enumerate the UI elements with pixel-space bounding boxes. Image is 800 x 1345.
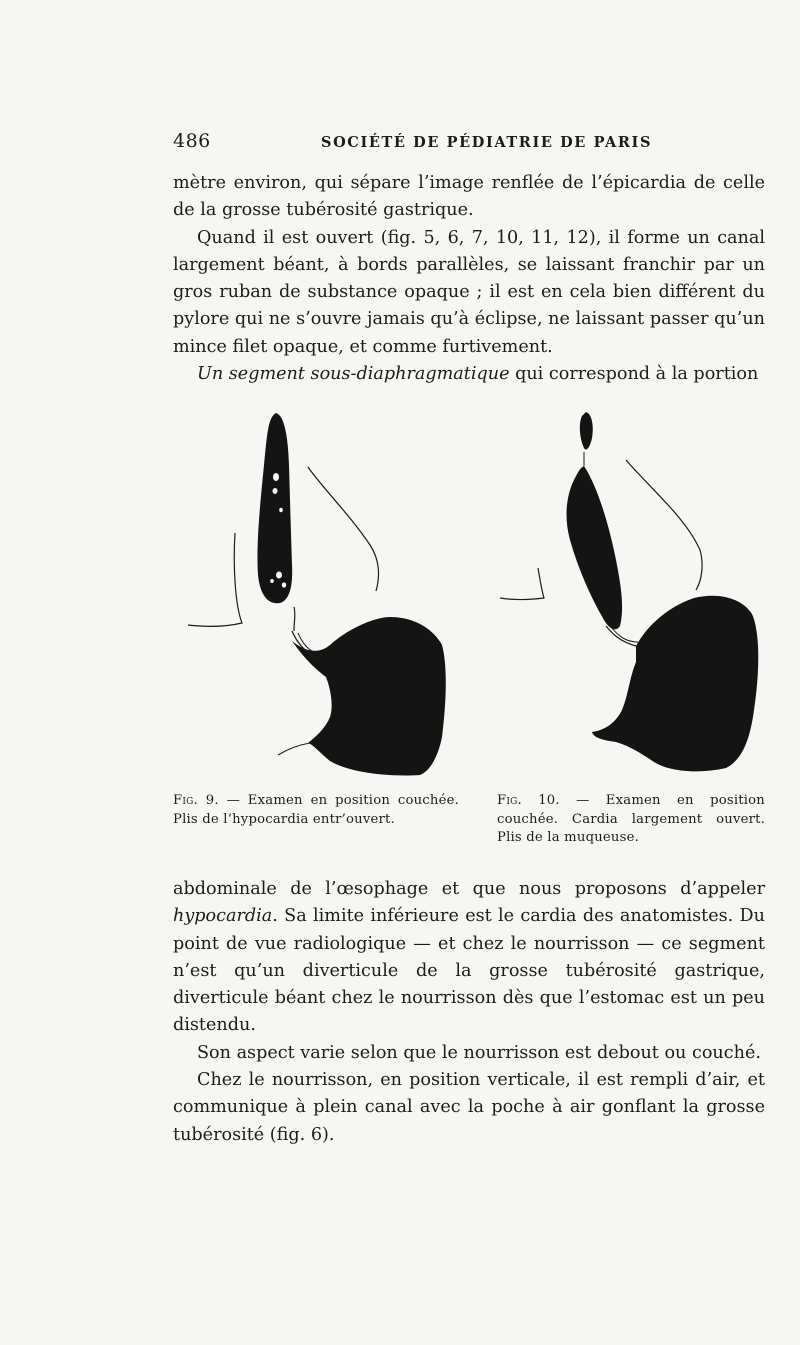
body-text-top (173, 170, 765, 388)
caption-text: — Examen en position couchée. Cardia largement ouvert. Plis de la muqueuse. (497, 793, 765, 845)
fig10-esophagus-shadow (567, 466, 623, 629)
fig9-bubble (273, 488, 278, 494)
figure-10-caption (497, 792, 765, 848)
figure-label: Fig. 9. (173, 793, 219, 808)
fig9-esophagus-shadow (257, 413, 292, 603)
fig9-outline-line (188, 533, 242, 626)
page-number: 486 (173, 130, 211, 152)
paragraph (173, 876, 765, 1040)
page-header (173, 130, 765, 160)
paragraph-text: abdominale de l’œsophage et que nous proposons d’appeler (173, 879, 765, 899)
paragraph: mètre environ, qui sépare l’image renflée de l’épicardia de celle de la grosse tubérosité gastrique. (173, 173, 765, 221)
italic-term: hypocardia (173, 906, 273, 927)
paragraph: Chez le nourrisson, en position verticale, il est rempli d’air, et communique à plein canal avec la poche à air gonflant la grosse tubérosité (fig. 6). (173, 1070, 765, 1145)
fig9-outline-line (294, 607, 295, 631)
figure-9-radiograph (180, 405, 470, 785)
fig9-outline-line (308, 467, 378, 591)
paragraph (173, 361, 765, 388)
body-text-bottom (173, 876, 765, 1149)
paragraph: Son aspect varie selon que le nourrisson est debout ou couché. (197, 1042, 761, 1063)
caption-text: — Examen en position couchée. Plis de l’hypocardia entr’ouvert. (173, 793, 459, 827)
fig9-bubble (276, 572, 282, 579)
italic-term: Un segment sous-diaphragmatique (197, 364, 510, 385)
figure-label: Fig. 10. (497, 793, 560, 808)
fig9-bubble (279, 508, 283, 512)
figure-10-radiograph (490, 400, 780, 785)
fig9-outline-line (278, 743, 310, 755)
figure-9-caption (173, 792, 459, 829)
fig10-fold-line (612, 628, 638, 642)
fig9-bubble (273, 473, 279, 481)
paragraph: Quand il est ouvert (fig. 5, 6, 7, 10, 11, 12), il forme un canal largement béant, à bords parallèles, se laissant franchir par un gros ruban de substance opaque ; il est en cela bien différent du pylore qui ne s’ouvre jamais qu’à éclipse, ne laissant passer qu’un mince filet opaque, et comme furtivement. (173, 227, 765, 357)
running-title: SOCIÉTÉ DE PÉDIATRIE DE PARIS (321, 134, 653, 151)
fig10-outline-line (626, 460, 702, 590)
fig9-stomach-shadow (292, 617, 446, 775)
fig10-outline-line (500, 568, 544, 600)
fig9-bubble (270, 579, 274, 583)
paragraph-text: qui correspond à la portion (509, 364, 759, 385)
fig10-top-shadow (580, 412, 593, 450)
paragraph-text: . Sa limite inférieure est le cardia des anatomistes. Du point de vue radiologique — et chez le nourrisson — ce segment n’est qu’un diverticule de la grosse tubérosité gastrique, diverticule béant chez le nourrisson dès que l’estomac est un peu distendu. (173, 906, 765, 1036)
fig9-bubble (282, 582, 286, 587)
